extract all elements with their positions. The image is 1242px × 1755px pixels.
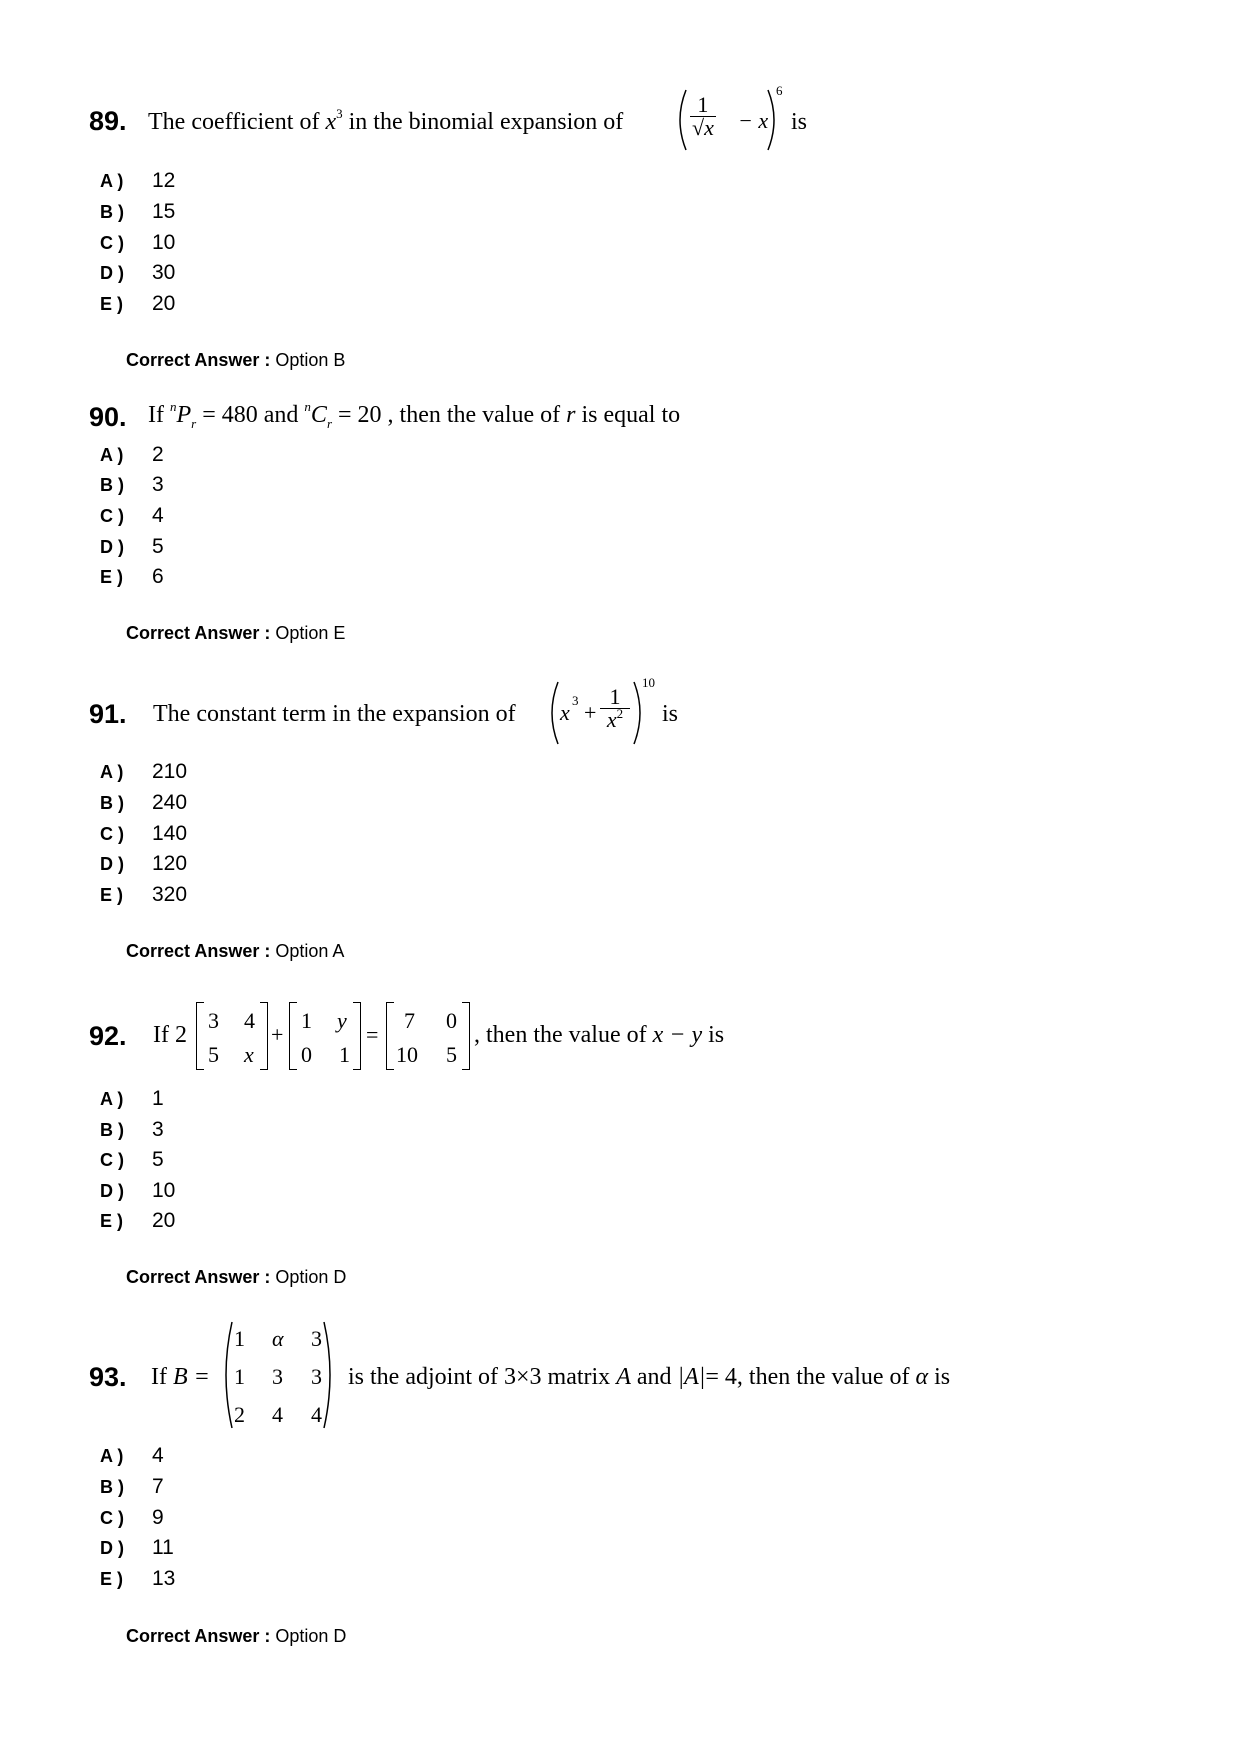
correct-answer: Correct Answer : Option D	[126, 1626, 347, 1646]
question-number: 91.	[89, 699, 127, 729]
question-text: The coefficient of $x^3$ in the binomial expansion of	[148, 106, 624, 135]
question-number: 92.	[89, 1021, 127, 1051]
correct-answer: Correct Answer : Option D	[126, 1267, 347, 1287]
left-paren	[220, 1320, 234, 1430]
fraction: $\frac{1}{√x}$	[692, 92, 714, 140]
correct-answer: Correct Answer : Option A	[126, 941, 345, 961]
question-text: If $^nP_r = 480$ and $^nC_r = 20$ , then the value of r is equal to	[148, 399, 681, 431]
right-paren	[322, 1320, 336, 1430]
adjoint-matrix: 1 α 3 1 3 3 2 4 4	[220, 1320, 336, 1430]
left-paren	[672, 88, 690, 152]
question-text: , then the value of x − y is	[474, 1022, 725, 1048]
question-text-tail: is the adjoint of 3×3 matrix A and |A|= 4, then the value of α is	[348, 1364, 951, 1390]
question-number: 89.	[89, 106, 127, 136]
matrix-2: 1 y 0 1	[289, 1002, 361, 1070]
question-number: 93.	[89, 1362, 127, 1392]
question-number: 90.	[89, 402, 127, 432]
fraction: 1 $x^2$	[600, 686, 630, 731]
question-text: If B =	[151, 1364, 210, 1390]
matrix-1: 3 4 5 x	[196, 1002, 268, 1070]
matrix-3: 7 0 10 5	[386, 1002, 470, 1070]
question-text: The constant term in the expansion of	[153, 701, 516, 727]
correct-answer: Correct Answer : Option B	[126, 350, 346, 370]
correct-answer: Correct Answer : Option E	[126, 623, 346, 643]
